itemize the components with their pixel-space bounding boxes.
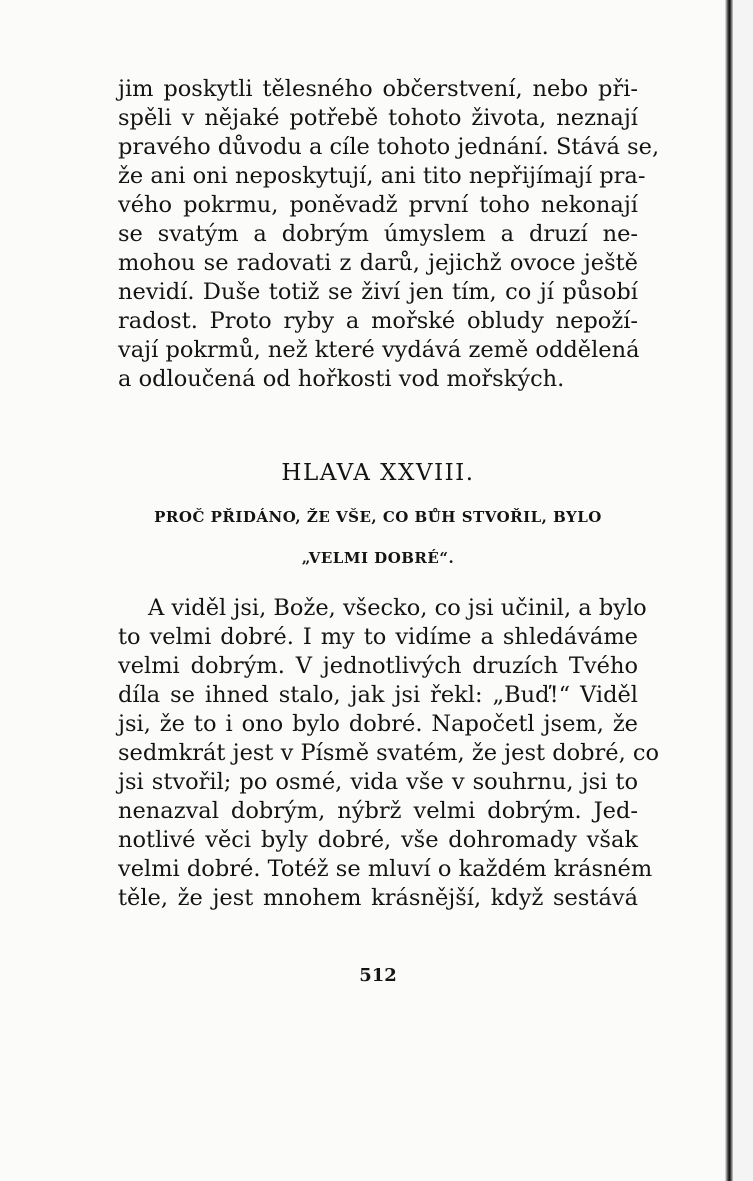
text-line: že ani oni neposkytují, ani tito nepřijímají pra- [118,163,646,189]
text-line: pravého důvodu a cíle tohoto jednání. Stává se, [118,134,660,160]
text-line: notlivé věci byly dobré, vše dohromady však [118,827,638,853]
text-line: díla se ihned stalo, jak jsi řekl: „Buď!“ Viděl [118,682,638,708]
chapter-subtitle-continued: „VELMI DOBRÉ“. [301,549,455,567]
text-line: se svatým a dobrým úmyslem a druzí ne- [118,221,638,247]
page-number: 512 [359,965,397,986]
paragraph-top [118,75,660,394]
text-line: velmi dobré. Totéž se mluví o každém krásném [118,856,653,882]
text-line: jsi, že to i ono bylo dobré. Napočetl jsem, že [118,711,638,737]
text-line: mohou se radovati z darů, jejichž ovoce ještě [118,250,638,276]
text-line: nenazval dobrým, nýbrž velmi dobrým. Jed- [118,798,638,824]
text-line: nevidí. Duše totiž se živí jen tím, co jí působí [118,279,638,305]
text-line: velmi dobrým. V jednotlivých druzích Tvého [118,653,638,679]
text-line: spěli v nějaké potřebě tohoto života, neznají [118,105,638,131]
chapter-subtitle: PROČ PŘIDÁNO, ŽE VŠE, CO BŮH STVOŘIL, BYLO [154,508,602,526]
text-line: jim poskytli tělesného občerstvení, nebo při- [118,76,638,102]
text-line: A viděl jsi, Bože, všecko, co jsi učinil, a bylo [148,595,647,621]
chapter-title: HLAVA XXVIII. [281,460,475,486]
text-line: vají pokrmů, než které vydává země oddělená [118,337,640,363]
paragraph-bottom [118,594,660,913]
text-line: to velmi dobré. I my to vidíme a shledáváme [118,624,638,650]
text-line: jsi stvořil; po osmé, vida vše v souhrnu, jsi to [118,769,638,795]
text-line: těle, že jest mnohem krásnější, když sestává [118,885,638,911]
text-line: radost. Proto ryby a mořské obludy nepoží- [118,308,638,334]
book-spine-shadow [725,0,733,1181]
text-line: vého pokrmu, poněvadž první toho nekonají [118,192,638,218]
page-edge [733,0,753,1181]
text-line: a odloučená od hořkosti vod mořských. [118,366,565,392]
text-line: sedmkrát jest v Písmě svatém, že jest dobré, co [118,740,660,766]
